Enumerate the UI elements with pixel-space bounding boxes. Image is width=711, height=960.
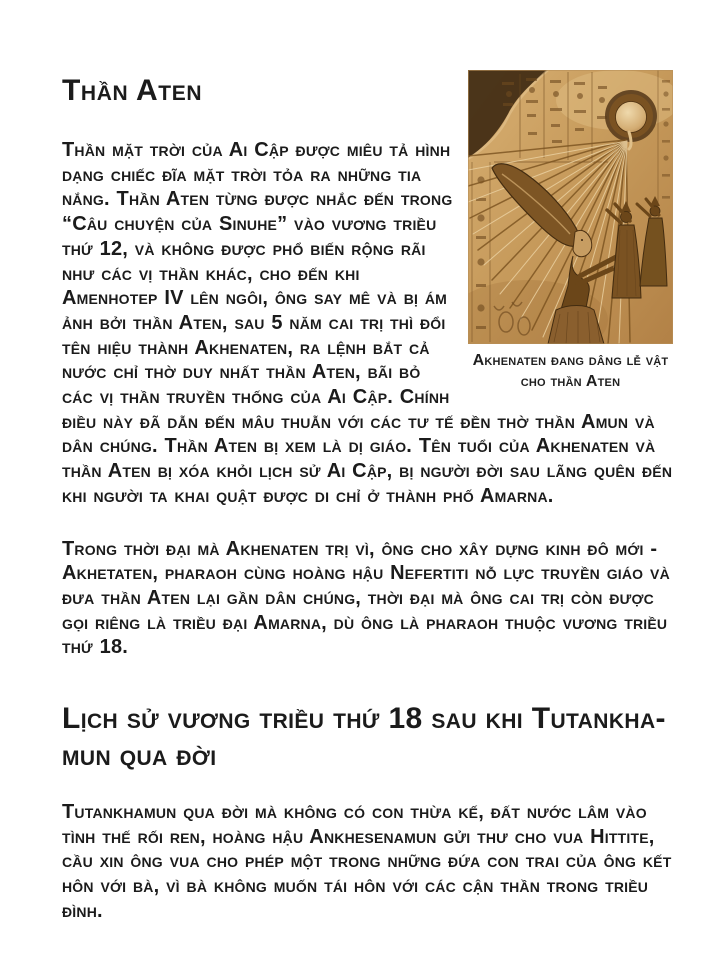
figure-caption: Akhenaten đang dâng lễ vật cho thần Aten bbox=[472, 352, 669, 390]
paragraph-aten-intro: Thần mặt trời của Ai Cập được miêu tả hình dạng chiếc đĩa mặt trời tỏa ra những tia nắng. Thần Aten từng được nhắc đến trong “Câu chuyện của Sinuhe” vào vương triều thứ 12, và không được phổ biến rộng rãi như các vị thần khác, cho đến khi Amenhotep IV lên ngôi, ông say mê và bị ám ảnh bởi thần Aten, sau 5 năm cai trị thì đổi tên hiệu thành Akhenaten, ra lệnh bắt cả nước chỉ thờ duy nhất thần Aten, bãi bỏ các vị thần truyền thống của Ai Cập. Chính điều này đã dẫn đến mâu thuẫn với các tư tế đền thờ thần Amun và dân chúng. Thần Aten bị xem là dị giáo. Tên tuổi của Akhenaten và thần Aten bị xóa khỏi lịch sử Ai Cập, bị người đời sau lãng quên đến khi người ta khai quật được di chỉ ở thành phố Amarna. bbox=[62, 139, 673, 507]
page-title: Thần Aten bbox=[62, 74, 203, 107]
section-heading-dynasty18: Lịch sử vương triều thứ 18 sau khi Tutankhamun qua đời bbox=[62, 702, 666, 773]
relief-image bbox=[468, 70, 673, 344]
paragraph-amarna-era: Trong thời đại mà Akhenaten trị vì, ông cho xây dựng kinh đô mới - Akhetaten, pharaoh cùng hoàng hậu Nefertiti nỗ lực truyền giáo và đưa thần Aten lại gần dân chúng, thời đại mà ông cai trị còn được gọi riêng là triều đại Amarna, dù ông là pharaoh thuộc vương triều thứ 18. bbox=[62, 537, 670, 659]
paragraph-tutankhamun-death: Tutankhamun qua đời mà không có con thừa kế, đất nước lâm vào tình thế rối ren, hoàng hậu Ankhesenamun gửi thư cho vua Hittite, cầu xin ông vua cho phép một trong những đứa con trai của ông kết hôn với bà, vì bà không muốn tái hôn với các cận thần trong triều đình. bbox=[62, 801, 672, 922]
figure-akhenaten-relief bbox=[466, 70, 675, 393]
